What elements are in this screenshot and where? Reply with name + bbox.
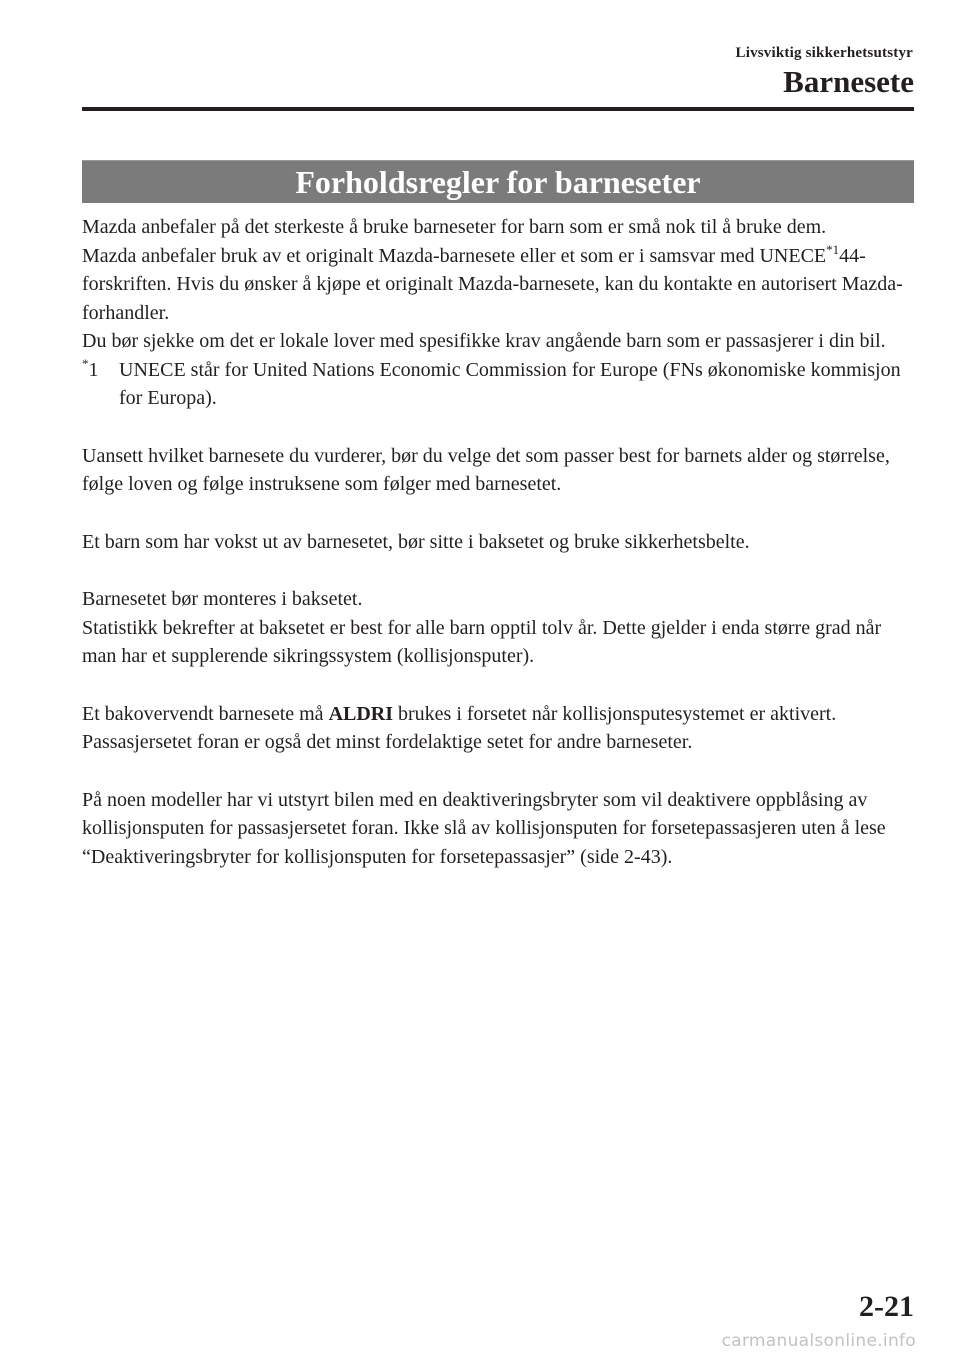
footnote-reference: *1 <box>826 241 840 257</box>
chapter-title: Livsviktig sikkerhetsutstyr <box>735 45 913 61</box>
paragraph-deactivation-switch: På noen modeller har vi utstyrt bilen med en deaktiveringsbryter som vil deaktivere oppblåsing av kollisjonsputen for passasjersetet foran. Ikke slå av kollisjonsputen for forsetepassasjeren uten å lese “Deaktiveringsbryter for kollisjonsputen for forsetepassasjer” (side 2-43). <box>82 788 886 868</box>
paragraph-original-seat-text-2: 44-forskriften. Hvis du ønsker å kjøpe et originalt Mazda-barnesete, kan du kontakte en autorisert Mazda-forhandler. <box>82 244 903 324</box>
paragraph-statistics: Statistikk bekrefter at baksetet er best for alle barn opptil tolv år. Dette gjelder i enda større grad når man har et supplerende sikringssystem (kollisjonsputer). <box>82 616 882 667</box>
footnote-asterisk: * <box>82 355 89 371</box>
section-banner: Forholdsregler for barneseter <box>82 160 914 203</box>
page-number: 2-21 <box>859 1290 914 1323</box>
paragraph-original-seat <box>82 242 918 328</box>
footnote-number: 1 <box>88 358 99 381</box>
paragraph-rear-facing-warning <box>82 700 918 757</box>
warning-emphasis: ALDRI <box>328 702 394 725</box>
watermark: carmanualsonline.info <box>721 1331 916 1351</box>
paragraph-original-seat-text-1: Mazda anbefaler bruk av et originalt Mazda-barnesete eller et som er i samsvar med UNECE <box>82 244 827 267</box>
section-title: Barnesete <box>783 64 914 99</box>
footnote-marker <box>82 356 99 385</box>
paragraph-rear-seat-install: Barnesetet bør monteres i baksetet. <box>82 588 363 610</box>
paragraph-outgrown-seat: Et barn som har vokst ut av barnesetet, bør sitte i baksetet og bruke sikkerhetsbelte. <box>82 530 750 553</box>
warning-text-1: Et bakovervendt barnesete må <box>82 702 329 725</box>
footnote <box>82 356 918 413</box>
paragraph-local-laws: Du bør sjekke om det er lokale lover med spesifikke krav angående barn som er passasjerer i din bil. <box>82 330 886 352</box>
footnote-text: UNECE står for United Nations Economic Commission for Europe (FNs økonomiske kommisjon for Europa). <box>119 358 901 409</box>
warning-text-2: brukes i forsetet når kollisjonsputesystemet er aktivert. Passasjersetet foran er også det minst fordelaktige setet for andre barneseter. <box>82 702 837 753</box>
paragraph-recommendation: Mazda anbefaler på det sterkeste å bruke barneseter for barn som er små nok til å bruke dem. <box>82 216 827 238</box>
header-divider <box>82 107 914 111</box>
paragraph-choose-seat: Uansett hvilket barnesete du vurderer, bør du velge det som passer best for barnets alder og størrelse, følge loven og følge instruksene som følger med barnesetet. <box>82 444 890 495</box>
body-content <box>82 213 918 871</box>
